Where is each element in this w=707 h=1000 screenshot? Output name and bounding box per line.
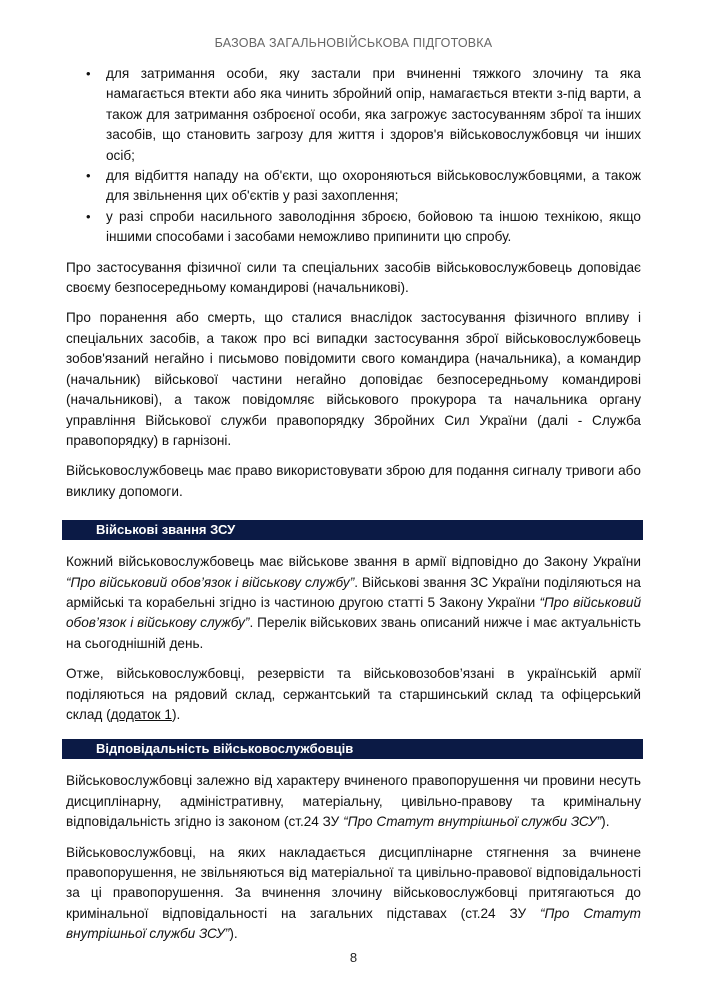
text-run: Військовослужбовці залежно від характеру вчиненого правопорушення чи провини несуть дисциплінарну, адміністративну, матеріальну, цивільно-правову та кримінальну відповідальність згідно із законом (ст.24 ЗУ (66, 773, 641, 830)
paragraph (66, 843, 641, 945)
paragraph (66, 552, 641, 654)
list-item (36, 64, 641, 166)
section-heading-responsibility: Відповідальність військовослужбовців (62, 739, 643, 759)
text-run: ). (601, 814, 610, 830)
bullet-icon: • (86, 168, 91, 184)
paragraph: Військовослужбовець має право використовувати зброю для подання сигналу тривоги або виклику допомоги. (66, 463, 641, 499)
section-heading-ranks: Військові звання ЗСУ (62, 520, 643, 540)
running-header: БАЗОВА ЗАГАЛЬНОВІЙСЬКОВА ПІДГОТОВКА (214, 36, 493, 50)
law-title: “Про Статут внутрішньої служби ЗСУ” (343, 814, 602, 830)
text-run: ). (229, 926, 238, 942)
text-run: . Перелік військових звань описаний нижче і має актуальність на сьогоднішній день. (66, 615, 641, 651)
paragraph (66, 664, 641, 725)
list-item-text: у разі спроби насильного заволодіння зброєю, бойовою та іншою технікою, якщо іншими способами і засобами неможливо припинити цю спробу. (106, 208, 641, 245)
list-item-text: для затримання особи, яку застали при вчиненні тяжкого злочину та яка намагається втекти або яка чинить збройний опір, намагається втекти з-під варти, а також для затримання озброєної особи, яка загрожує застосуванням зброї та інших засобів, що становить загрозу для життя і здоров'я військовослужбовця чи інших осіб; (106, 66, 641, 163)
paragraph (66, 771, 641, 832)
page-number: 8 (349, 950, 358, 965)
text-run: . Військові звання ЗС України поділяються на армійські та корабельні згідно із частиною другою статті 5 Закону України (66, 574, 641, 610)
text-run: ). (171, 706, 181, 722)
paragraph: Про застосування фізичної сили та спеціальних засобів військовослужбовець доповідає своєму безпосередньому командирові (начальникові). (66, 259, 641, 296)
text-run: Кожний військовослужбовець має військове звання в армії відповідно до Закону України (66, 554, 641, 570)
bullet-icon: • (86, 66, 91, 81)
paragraph: Про поранення або смерть, що сталися внаслідок застосування фізичного впливу і спеціальних засобів, а також про всі випадки застосування зброї військовослужбовець зобов'язаний негайно і письмово повідомити свого командира (начальника), а командир (начальник) військової частини негайно доповідає безпосередньому командирові (начальникові), а також повідомляє військового прокурора та начальника органу управління Військової служби правопорядку Збройних Сил України (далі - Служба правопорядку) в гарнізоні. (66, 310, 641, 448)
list-item (36, 207, 641, 248)
bullet-list (66, 64, 641, 248)
law-title: “Про Статут внутрішньої служби ЗСУ” (66, 905, 642, 942)
law-title: “Про військовий обов’язок і військову службу” (66, 574, 355, 590)
appendix-link[interactable]: додаток 1 (110, 706, 172, 722)
page-content (66, 64, 641, 955)
bullet-icon: • (86, 208, 91, 224)
list-item (36, 166, 641, 207)
text-run: Отже, військовослужбовці, резервісти та військовозобов’язані в українській армії поділяються на рядовий склад, сержантський та старшинський склад та офіцерський склад ( (66, 666, 641, 722)
list-item-text: для відбиття нападу на об'єкти, що охороняються військовослужбовцями, а також для звільнення цих об'єктів у разі захоплення; (106, 168, 641, 204)
law-title: “Про військовий обов’язок і військову службу” (66, 594, 642, 631)
text-run: Військовослужбовці, на яких накладається дисциплінарне стягнення за вчинене правопорушення, не звільняються від матеріальної та цивільно-правової відповідальності за ці правопорушення. За вчинення злочину військовослужбовці притягаються до кримінальної відповідальності на загальних підставах (ст.24 ЗУ (66, 844, 641, 921)
